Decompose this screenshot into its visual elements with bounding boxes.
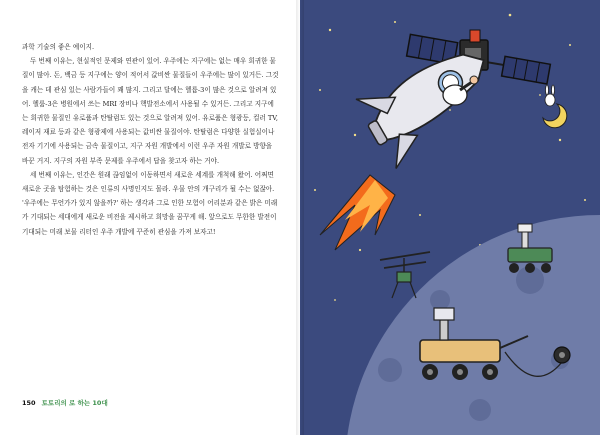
page-number: 150 [22,399,36,407]
space-illustration [300,0,600,435]
moon [543,85,567,128]
paragraph-2: 두 번째 이유는, 현실적인 문제와 연관이 있어. 우주에는 지구에는 없는 매우 희귀한 물질이 많아. 돈, 백금 등 지구에는 양이 적어서 값비싼 물질들이 우주에는 많이 있거든. 그것을 캐는 데 관심 있는 사람가들이 꽤 많지. 그리고 달에는 헬륨-3이 많은 것으로 알려져 있어. 헬륨-3은 병원에서 쓰는 MRI 장비나 핵발전소에서 사용될 수 있거든. 그리고 지구에는 희귀한 물질인 유로퓸과 탄탈럼도 있는 것으로 알려져 있어. 유로퓸은 형광등, 컬러 TV, 레이저 재료 등과 같은 형광제에 사용되는 값비싼 물질이야. 탄탈럼은 다양한 실험실이나 전자 기기에 사용되는 금속 물질이고, 지구 자원 개발에서 이런 우주 자원 개발로 방향을 바꾼 거지. 지구의 자원 부족 문제를 우주에서 답을 찾고자 하는 거야. [22,57,279,165]
rocket-flame [320,175,395,250]
right-page-illustration [300,0,600,435]
book-gutter [296,0,304,435]
paragraph-3: 세 번째 이유는, 인간은 원래 끊임없이 이동하면서 새로운 세계를 개척해 왔어. 어쩌면 새로운 곳을 탐험하는 것은 인류의 사명인지도 몰라. 우물 안의 개구리가 될 수는 없잖아. '우주에는 무언가가 있지 않을까?' 하는 생각과 그로 인한 모험이 어리분과 같은 밝은 미래가 기대되는 세대에게 새로운 비전을 제시하고 희망을 꿈꾸게 해. 앞으로도 무한한 발전이 기대되는 미래 보물 리터인 우주 개발에 꾸준히 관심을 가져 보자고! [22,170,278,236]
planet [345,215,600,435]
paragraph-1: 과학 기술의 좋은 예이지. [22,43,95,51]
page-footer [22,398,282,407]
body-text [22,40,280,239]
running-title: 토토리의 로 하는 10대 [41,399,108,407]
